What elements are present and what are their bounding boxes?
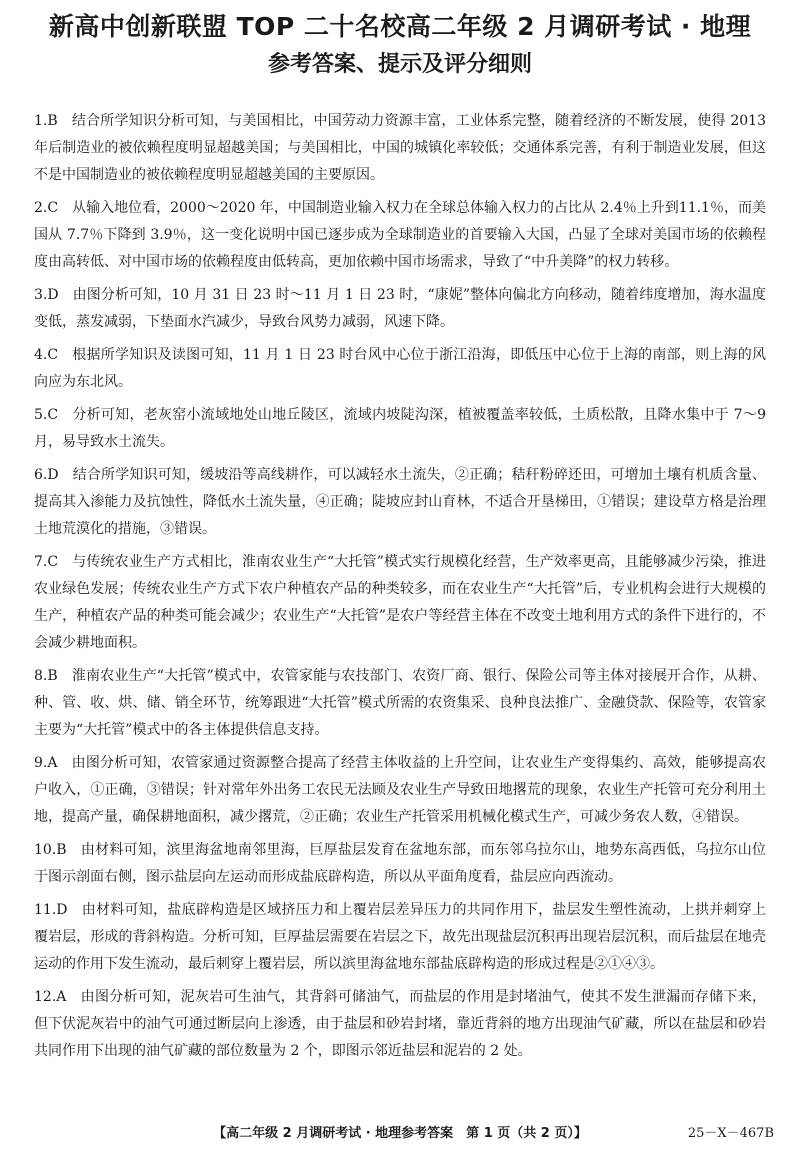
question-number: 10. bbox=[34, 842, 57, 858]
answer-explanation: 与传统农业生产方式相比，淮南农业生产“大托管”模式实行规模化经营，生产效率更高，且能够减少污染，推进农业绿色发展；传统农业生产方式下农户种植农产品的种类较多，而在农业生产“大托管”后，专业机构会进行大规模的生产，种植农产品的种类可能会减少；农业生产“大托管”是农户等经营主体在不改变土地利用方式的条件下进行的，不会减少耕地面积。 bbox=[34, 554, 766, 651]
page-title: 新高中创新联盟 TOP 二十名校高二年级 2 月调研考试 · 地理 bbox=[48, 12, 752, 41]
answer-choice: C bbox=[47, 554, 59, 570]
answer-explanation: 结合所学知识分析可知，与美国相比，中国劳动力资源丰富，工业体系完整，随着经济的不断发展，使得 2013 年后制造业的被依赖程度明显超越美国；与美国相比，中国的城镇化率较低；交通体系完善，有利于制造业发展，但这不是中国制造业的被依赖程度明显超越美国的主要原因。 bbox=[34, 113, 766, 183]
question-number: 9. bbox=[34, 755, 48, 771]
answer-item-5 bbox=[34, 402, 766, 456]
question-number: 3. bbox=[34, 287, 48, 303]
answer-explanation: 淮南农业生产“大托管”模式中，农管家能与农技部门、农资厂商、银行、保险公司等主体对接展开合作，从耕、种、管、收、烘、储、销全环节，统筹跟进“大托管”模式所需的农资集采、良种良法推广、金融贷款、保险等，农管家主要为“大托管”模式中的各主体提供信息支持。 bbox=[34, 668, 766, 738]
question-number: 2. bbox=[34, 200, 48, 216]
answer-choice: B bbox=[56, 842, 67, 858]
question-number: 5. bbox=[34, 407, 48, 423]
answer-item-6 bbox=[34, 462, 766, 543]
answer-choice: C bbox=[47, 407, 59, 423]
question-number: 8. bbox=[34, 668, 48, 684]
question-number: 7. bbox=[34, 554, 48, 570]
answer-explanation: 分析可知，老灰窑小流域地处山地丘陵区，流域内坡陡沟深，植被覆盖率较低，土质松散，且降水集中于 7～9 月，易导致水土流失。 bbox=[34, 407, 766, 450]
answer-choice: B bbox=[47, 113, 58, 129]
question-number: 6. bbox=[34, 467, 48, 483]
question-number: 12. bbox=[34, 989, 57, 1005]
answer-item-12 bbox=[34, 984, 766, 1065]
question-number: 1. bbox=[34, 113, 48, 129]
question-number: 4. bbox=[34, 347, 48, 363]
answer-explanation: 由图分析可知，10 月 31 日 23 时～11 月 1 日 23 时，“康妮”整体向偏北方向移动，随着纬度增加，海水温度变低，蒸发减弱，下垫面水汽减少，导致台风势力减弱，风速下降。 bbox=[34, 287, 766, 330]
answer-list bbox=[34, 108, 766, 1065]
answer-explanation: 从输入地位看，2000～2020 年，中国制造业输入权力在全球总体输入权力的占比从 2.4％上升到11.1％，而美国从 7.7％下降到 3.9％，这一变化说明中国已逐步成为全球制造业的首要输入大国，凸显了全球对美国市场的依赖程度由高转低、对中国市场的依赖程度由低转高，更加依赖中国市场需求，导致了“中升美降”的权力转移。 bbox=[34, 200, 766, 270]
answer-explanation: 由图分析可知，泥灰岩可生油气，其背斜可储油气，而盐层的作用是封堵油气，使其不发生泄漏而存储下来，但下伏泥灰岩中的油气可通过断层向上渗透，由于盐层和砂岩封堵，靠近背斜的地方出现油气矿藏，所以在盐层和砂岩共同作用下出现的油气矿藏的部位数量为 2 个，即图示邻近盐层和泥岩的 2 处。 bbox=[34, 989, 766, 1059]
answer-item-9 bbox=[34, 750, 766, 831]
answer-explanation: 根据所学知识及读图可知，11 月 1 日 23 时台风中心位于浙江沿海，即低压中心位于上海的南部，则上海的风向应为东北风。 bbox=[34, 347, 766, 390]
answer-explanation: 由材料可知，滨里海盆地南邻里海，巨厚盐层发育在盆地东部，而东邻乌拉尔山，地势东高西低，乌拉尔山位于图示剖面右侧，图示盐层向左运动而形成盐底辟构造，所以从平面角度看，盐层应向西流动。 bbox=[34, 842, 766, 885]
answer-choice: D bbox=[47, 287, 59, 303]
answer-item-2 bbox=[34, 195, 766, 276]
answer-item-4 bbox=[34, 342, 766, 396]
footer-doc-code: 25－X－467B bbox=[687, 1126, 774, 1141]
answer-item-10 bbox=[34, 837, 766, 891]
answer-explanation: 由图分析可知，农管家通过资源整合提高了经营主体收益的上升空间，让农业生产变得集约、高效，能够提高农户收入，①正确，③错误；针对常年外出务工农民无法顾及农业生产导致田地撂荒的现象，农业生产托管可充分利用土地，提高产量，确保耕地面积，减少撂荒，②正确；农业生产托管采用机械化模式生产，可减少务农人数，④错误。 bbox=[34, 755, 766, 825]
answer-explanation: 结合所学知识可知，缓坡沿等高线耕作，可以减轻水土流失，②正确；秸秆粉碎还田，可增加土壤有机质含量、提高其入渗能力及抗蚀性，降低水土流失量，④正确；陡坡应封山育林，不适合开垦梯田，①错误；建设草方格是治理土地荒漠化的措施，③错误。 bbox=[34, 467, 766, 537]
answer-item-3 bbox=[34, 282, 766, 336]
answer-choice: A bbox=[56, 989, 67, 1005]
answer-item-1 bbox=[34, 108, 766, 189]
answer-explanation: 由材料可知，盐底辟构造是区域挤压力和上覆岩层差异压力的共同作用下，盐层发生塑性流动，上拱并刺穿上覆岩层，形成的背斜构造。分析可知，巨厚盐层需要在岩层之下，故先出现盐层沉积再出现岩层沉积，而后盐层在地壳运动的作用下发生流动，最后刺穿上覆岩层，所以滨里海盆地东部盐底辟构造的形成过程是②①④③。 bbox=[34, 902, 766, 972]
answer-item-8 bbox=[34, 663, 766, 744]
page-subtitle: 参考答案、提示及评分细则 bbox=[267, 52, 532, 77]
answer-item-7 bbox=[34, 549, 766, 657]
question-number: 11. bbox=[34, 902, 57, 918]
answer-choice: D bbox=[56, 902, 68, 918]
answer-choice: B bbox=[47, 668, 58, 684]
answer-choice: D bbox=[47, 467, 59, 483]
answer-item-11 bbox=[34, 897, 766, 978]
answer-choice: A bbox=[47, 755, 58, 771]
answer-choice: C bbox=[47, 347, 59, 363]
answer-choice: C bbox=[47, 200, 59, 216]
footer-page-info: 【高二年级 2 月调研考试 · 地理参考答案 第 1 页（共 2 页）】 bbox=[213, 1126, 587, 1141]
